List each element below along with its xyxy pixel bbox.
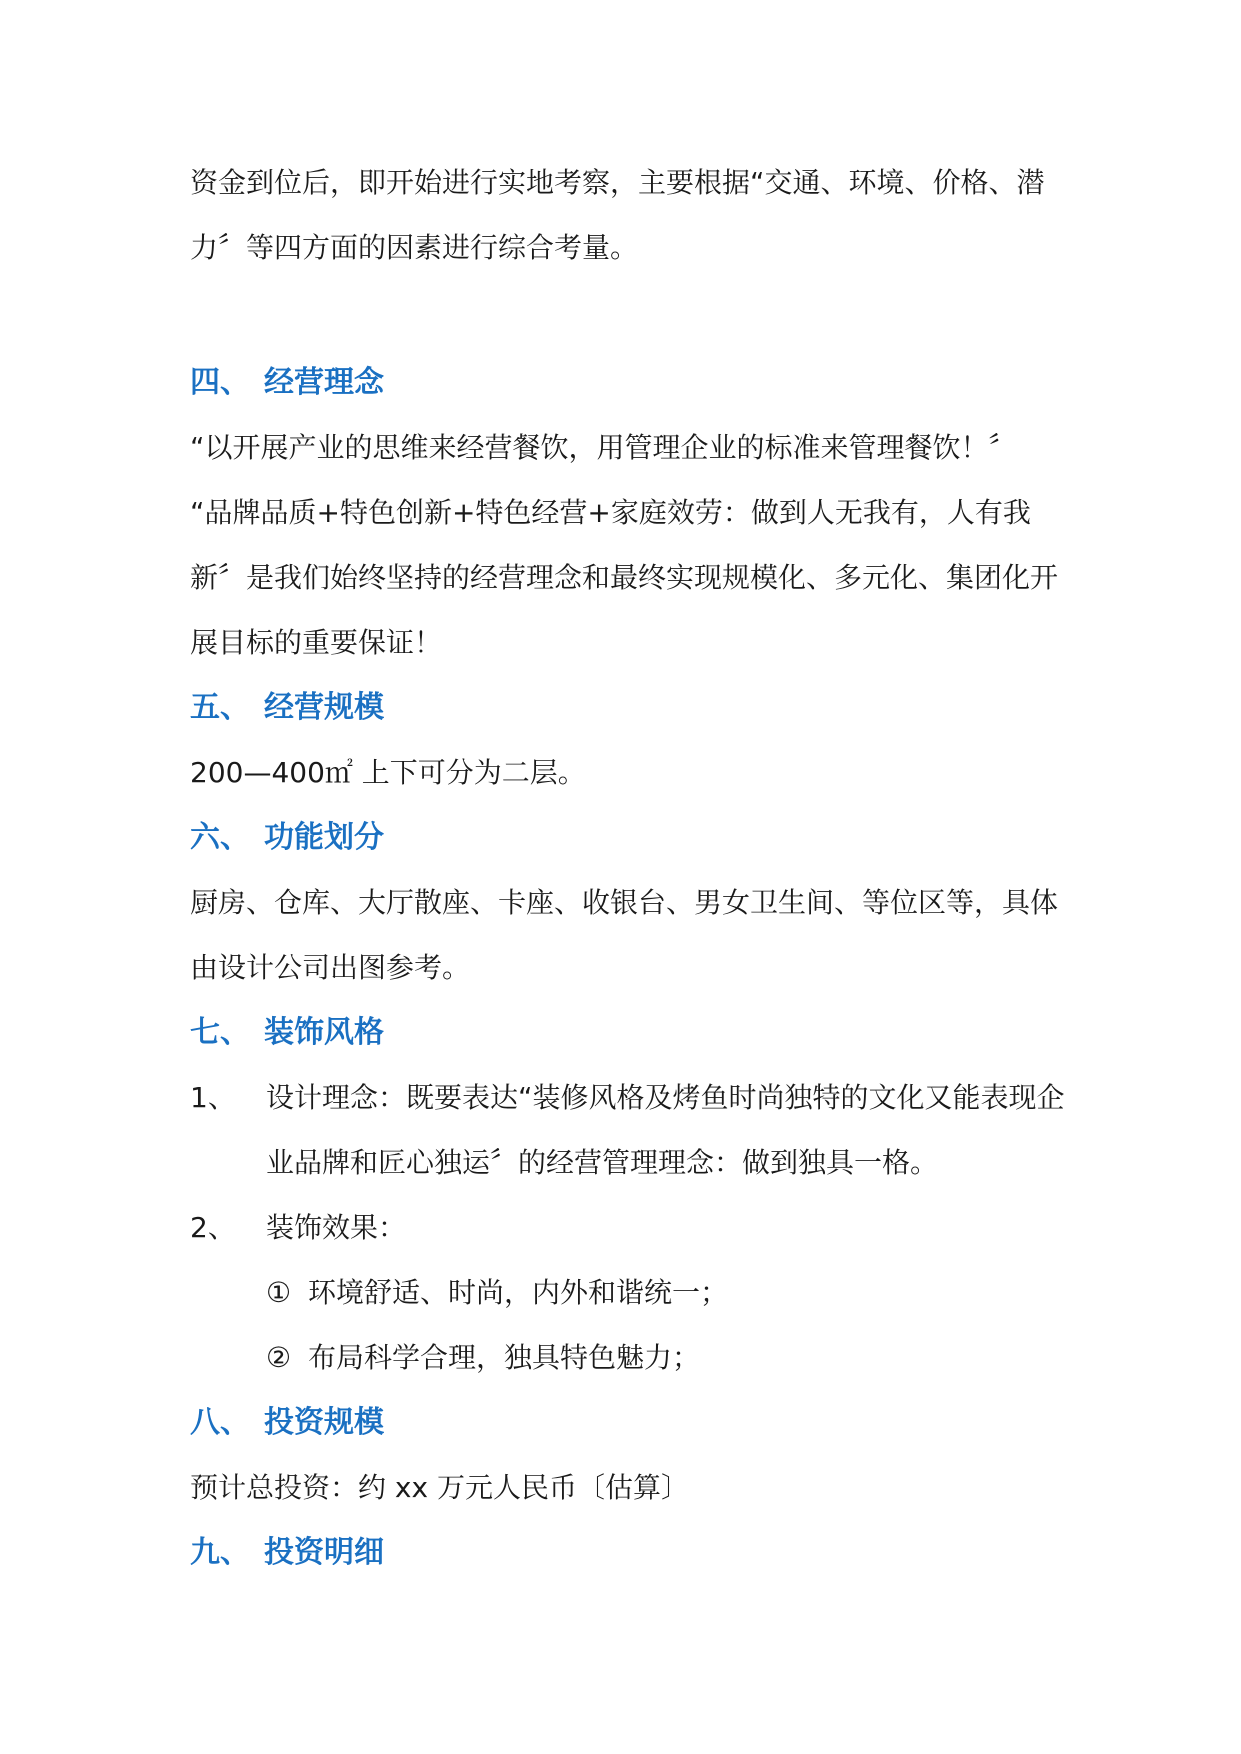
sub-list-item xyxy=(190,1260,1070,1325)
investment-paragraph: 预计总投资：约 xx 万元人民币〔估算〕 xyxy=(190,1471,689,1504)
sub-list-item-text: 布局科学合理，独具特色魅力； xyxy=(308,1341,701,1374)
list-item xyxy=(190,1065,1070,1195)
list-item-text: 装饰效果： xyxy=(266,1211,407,1244)
function-paragraph: 厨房、仓库、大厅散座、卡座、收银台、男女卫生间、等位区等，具体由设计公司出图参考。 xyxy=(190,886,1059,984)
section-number: 六、 xyxy=(190,820,250,855)
list-item-text: 设计理念：既要表达“装修风格及烤鱼时尚独特的文化又能表现企业品牌和匠心独运〞的经营管理理念：做到独具一格。 xyxy=(266,1081,1065,1179)
section-number: 五、 xyxy=(190,690,250,725)
section-number: 七、 xyxy=(190,1015,250,1050)
list-item xyxy=(190,1195,1070,1260)
section-number: 四、 xyxy=(190,365,250,400)
section-heading-5 xyxy=(190,675,1070,740)
philosophy-quote-2: “品牌品质+特色创新+特色经营+家庭效劳：做到人无我有，人有我新〞是我们始终坚持的经营理念和最终实现规模化、多元化、集团化开展目标的重要保证！ xyxy=(190,496,1059,659)
section-number: 九、 xyxy=(190,1535,250,1570)
sub-list-item-text: 环境舒适、时尚，内外和谐统一； xyxy=(308,1276,729,1309)
list-marker: 1、 xyxy=(190,1081,236,1114)
list-marker: 2、 xyxy=(190,1211,236,1244)
philosophy-quote-1: “以开展产业的思维来经营餐饮，用管理企业的标准来管理餐饮！〞 xyxy=(190,431,1017,464)
section-heading-9 xyxy=(190,1520,1070,1585)
sub-list-marker: ② xyxy=(266,1341,292,1374)
section-heading-4 xyxy=(190,350,1070,415)
section-title: 功能划分 xyxy=(264,820,384,855)
section-heading-8 xyxy=(190,1390,1070,1455)
section-title: 投资规模 xyxy=(264,1405,384,1440)
section-spacer xyxy=(190,280,1070,350)
sub-list-item xyxy=(190,1325,1070,1390)
section-heading-7 xyxy=(190,1000,1070,1065)
document-content xyxy=(190,150,1070,1585)
section-title: 经营理念 xyxy=(264,365,384,400)
section-title: 经营规模 xyxy=(264,690,384,725)
intro-paragraph: 资金到位后，即开始进行实地考察，主要根据“交通、环境、价格、潜力〞等四方面的因素进行综合考量。 xyxy=(190,166,1045,264)
section-heading-6 xyxy=(190,805,1070,870)
scale-paragraph: 200—400㎡ 上下可分为二层。 xyxy=(190,756,586,789)
section-number: 八、 xyxy=(190,1405,250,1440)
sub-list-marker: ① xyxy=(266,1276,292,1309)
section-title: 投资明细 xyxy=(264,1535,384,1570)
section-title: 装饰风格 xyxy=(264,1015,384,1050)
